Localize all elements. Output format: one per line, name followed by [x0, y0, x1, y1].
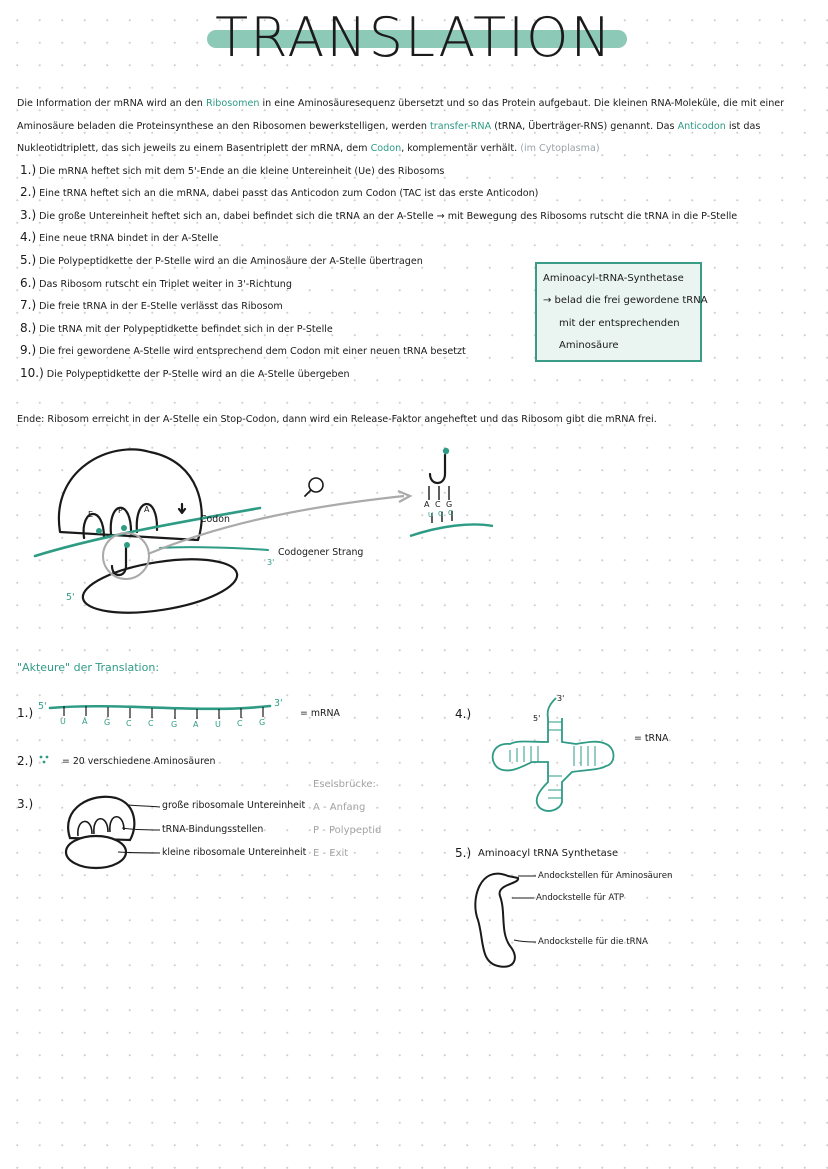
step-item: 3.) Die große Untereinheit heftet sich an, dabei befindet sich die tRNA an der A-Stelle → mit Bewegung des Ribosoms rutscht die tRNA in die P-Stelle	[20, 208, 738, 222]
mrna-base: A	[82, 717, 88, 726]
ribosome-label-small: kleine ribosomale Untereinheit	[162, 847, 307, 858]
actor-5-number: 5.)	[455, 846, 472, 860]
box-line: Aminoacyl-tRNA-Synthetase	[543, 273, 684, 284]
step-item: 10.) Die Polypeptidkette der P-Stelle wird an die A-Stelle übergeben	[20, 366, 350, 380]
site-p-label: P	[118, 506, 123, 515]
actor-3-number: 3.)	[17, 797, 34, 811]
step-item: 4.) Eine neue tRNA bindet in der A-Stelle	[20, 230, 219, 244]
box-line: mit der entsprechenden	[559, 318, 680, 329]
actors-title: "Akteure" der Translation:	[17, 661, 160, 674]
term-trna: transfer-RNA	[430, 120, 492, 132]
codon-label: Codon	[200, 514, 230, 525]
actor-small-subunit	[66, 836, 126, 868]
term-ribosomen: Ribosomen	[205, 98, 260, 109]
trna-5-prime: 5'	[533, 714, 541, 723]
amino-dot	[43, 761, 46, 764]
cytoplasm-note: (im Cytoplasma)	[520, 143, 600, 154]
mnemonic-title: Eselsbrücke:	[313, 779, 376, 790]
site-e-label: E	[88, 510, 94, 519]
box-line: → belad die frei gewordene tRNA	[543, 295, 708, 306]
synthetase-title: Aminoacyl tRNA Synthetase	[478, 848, 619, 859]
anticodon-base: G	[446, 500, 453, 509]
codogen-label: Codogener Strang	[278, 547, 364, 558]
intro-text-5: , komplementär verhält.	[401, 143, 518, 154]
synthetase-label-amino: Andockstellen für Aminosäuren	[538, 871, 673, 881]
zoom-mrna	[410, 524, 493, 536]
mrna-base: G	[171, 720, 178, 729]
mrna-label: = mRNA	[300, 708, 340, 719]
step-item: 7.) Die freie tRNA in der E-Stelle verlässt das Ribosom	[20, 298, 283, 312]
anticodon-base: A	[424, 500, 430, 509]
ribosome-label-sites: tRNA-Bindungsstellen	[162, 824, 264, 835]
mrna-base: C	[148, 719, 154, 728]
intro-text-2: in eine Aminosäuresequenz übersetzt und so das Protein aufgebaut. Die kleinen RNA-Moleküle, die mit einer Aminosäure beladen die Proteinsynthese an den Ribosomen bewerkstelligen, werden	[17, 98, 785, 132]
term-anticodon: Anticodon	[677, 120, 726, 132]
amino-dot	[40, 756, 43, 759]
codon-base: G	[438, 510, 444, 518]
synthetase-label-trna: Andockstelle für die tRNA	[538, 937, 648, 947]
zoom-trna-hook	[430, 455, 445, 483]
codon-base: C	[448, 509, 453, 517]
actor-2-number: 2.)	[17, 754, 34, 768]
mnemonic-p: P - Polypeptid	[313, 825, 382, 836]
three-prime-label: 3'	[267, 558, 275, 567]
page-title: TRANSLATION	[215, 6, 613, 69]
step-item: 8.) Die tRNA mit der Polypeptidkette befindet sich in der P-Stelle	[20, 321, 333, 335]
anticodon-base: C	[435, 500, 441, 509]
mnemonic-a: A - Anfang	[313, 802, 366, 813]
synthetase-shape	[475, 874, 518, 967]
mrna-3-prime: 3'	[274, 698, 283, 709]
mrna-base: C	[126, 719, 132, 728]
five-prime-label: 5'	[66, 592, 75, 603]
intro-text-3: (tRNA, Überträger-RNS) genannt. Das	[491, 120, 678, 132]
step-item: 5.) Die Polypeptidkette der P-Stelle wird an die Aminosäure der A-Stelle übertragen	[20, 253, 423, 267]
amino-dot	[46, 756, 49, 759]
codogen-strand	[160, 547, 268, 550]
mrna-base: U	[60, 717, 66, 726]
term-codon: Codon	[370, 143, 402, 154]
mrna-base: A	[193, 720, 199, 729]
intro-text-1: Die Information der mRNA wird an den	[17, 98, 206, 109]
mnemonic-e: E - Exit	[313, 848, 349, 859]
step-item: 2.) Eine tRNA heftet sich an die mRNA, dabei passt das Anticodon zum Codon (TAC ist das erste Anticodon)	[20, 185, 539, 199]
mrna-base: U	[215, 720, 221, 729]
mrna-base: G	[104, 718, 111, 727]
amino-label: = 20 verschiedene Aminosäuren	[62, 756, 216, 767]
synthetase-label-atp: Andockstelle für ATP	[536, 893, 625, 903]
codon-base: U	[428, 511, 434, 519]
actor-1-number: 1.)	[17, 706, 34, 720]
actor-mrna-line	[50, 706, 270, 709]
trna-3-prime: 3'	[557, 694, 565, 703]
trna-label: = tRNA	[634, 733, 669, 744]
intro-text-4: ist das Nukleotidtriplett, das sich jeweils zu einem Basentriplett der mRNA, dem	[17, 120, 761, 154]
end-note: Ende: Ribosom erreicht in der A-Stelle ein Stop-Codon, dann wird ein Release-Faktor angeheftet und das Ribosom gibt die mRNA frei.	[17, 414, 657, 425]
step-item: 1.) Die mRNA heftet sich mit dem 5'-Ende an die kleine Untereinheit (Ue) des Ribosoms	[20, 163, 445, 177]
site-a-label: A	[144, 505, 150, 514]
actor-4-number: 4.)	[455, 707, 472, 721]
step-item: 9.) Die frei gewordene A-Stelle wird entsprechend dem Codon mit einer neuen tRNA besetzt	[20, 343, 466, 357]
mrna-base: C	[237, 719, 243, 728]
step-item: 6.) Das Ribosom rutscht ein Triplet weiter in 3'-Richtung	[20, 276, 292, 290]
mrna-base: G	[259, 718, 266, 727]
box-line: Aminosäure	[559, 340, 619, 351]
ribosome-label-large: große ribosomale Untereinheit	[162, 800, 306, 811]
mrna-5-prime: 5'	[38, 701, 47, 712]
